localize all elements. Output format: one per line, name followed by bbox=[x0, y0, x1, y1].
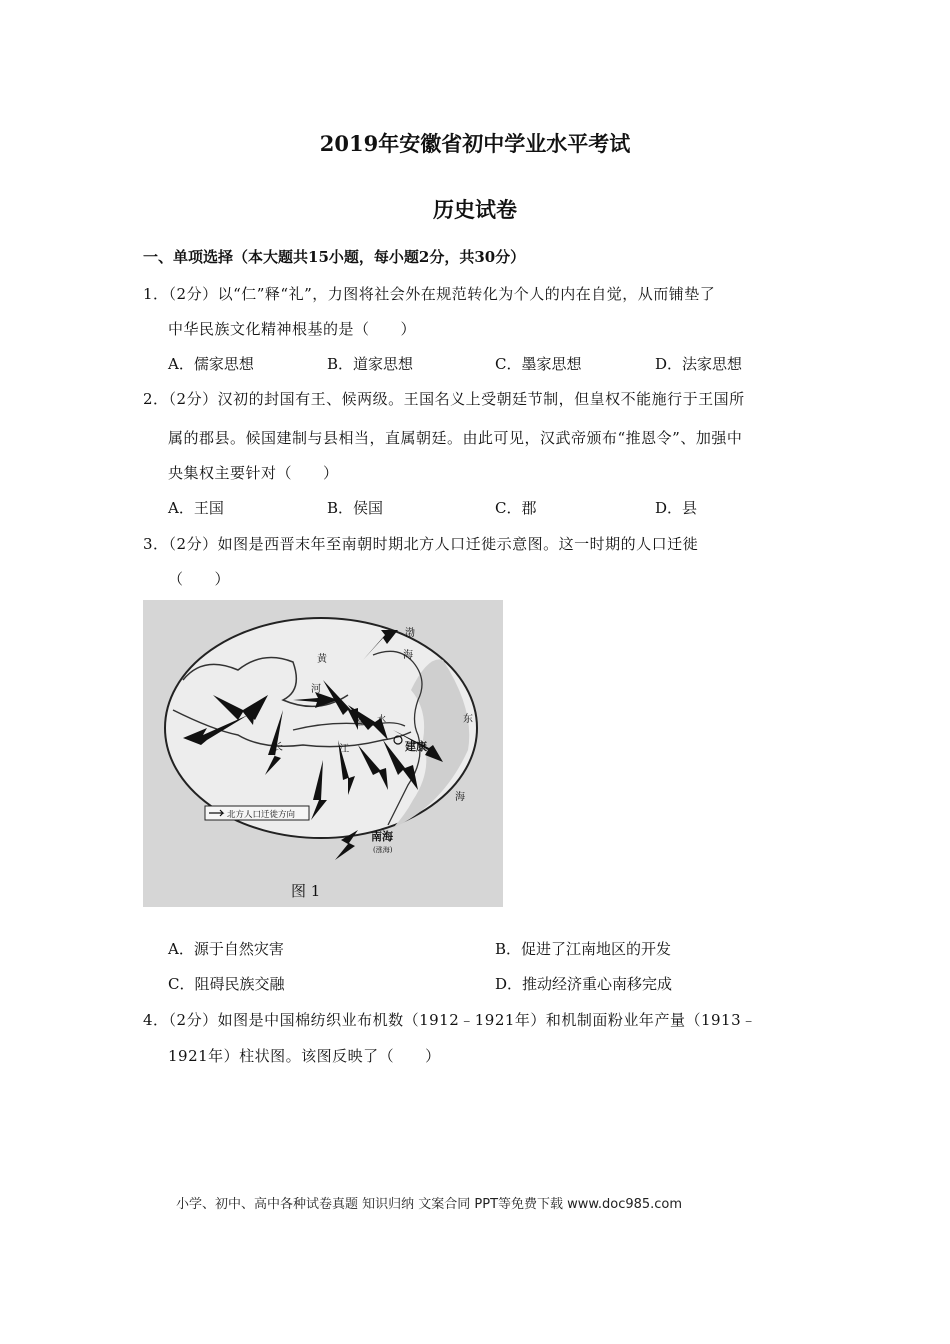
question-2-line-3: 央集权主要针对（ ） bbox=[168, 464, 339, 482]
label-chang: 长 bbox=[273, 742, 283, 753]
question-2-option-a: A．王国 bbox=[168, 499, 224, 517]
question-4-line-2: 1921年）柱状图。该图反映了（ ） bbox=[168, 1047, 441, 1065]
question-1-line-2: 中华民族文化精神根基的是（ ） bbox=[168, 320, 417, 338]
question-3-line-1: 3．（2分）如图是西晋末年至南朝时期北方人口迁徙示意图。这一时期的人口迁徙 bbox=[143, 535, 699, 553]
label-dong: 东 bbox=[463, 714, 473, 725]
question-1-option-b: B．道家思想 bbox=[327, 355, 414, 373]
migration-map-svg bbox=[143, 600, 503, 907]
question-2-option-d: D．县 bbox=[655, 499, 698, 517]
label-hai-bohai: 海 bbox=[403, 650, 413, 661]
label-huai: 淮 bbox=[355, 718, 365, 728]
page-footer: 小学、初中、高中各种试卷真题 知识归纳 文案合同 PPT等免费下载 www.doc985.com bbox=[176, 1197, 683, 1212]
question-2-option-b: B．侯国 bbox=[327, 499, 384, 517]
question-3-option-a: A．源于自然灾害 bbox=[168, 940, 284, 958]
label-shui: 水 bbox=[377, 715, 387, 725]
question-1-option-d: D．法家思想 bbox=[655, 355, 743, 373]
label-bo: 渤 bbox=[405, 628, 415, 639]
question-2-option-c: C．郡 bbox=[495, 499, 537, 517]
label-nanhai-sub: (涨海) bbox=[373, 846, 393, 854]
question-1-option-c: C．墨家思想 bbox=[495, 355, 582, 373]
question-2-line-2: 属的郡县。候国建制与县相当，直属朝廷。由此可见，汉武帝颁布“推恩令”、加强中 bbox=[168, 429, 743, 447]
question-1-line-1: 1．（2分）以“仁”释“礼”，力图将社会外在规范转化为个人的内在自觉，从而铺垫了 bbox=[143, 285, 716, 303]
question-4-line-1: 4．（2分）如图是中国棉纺织业布机数（1912﹣1921年）和机制面粉业年产量（1913﹣ bbox=[143, 1011, 757, 1029]
question-3-option-d: D．推动经济重心南移完成 bbox=[495, 975, 673, 993]
question-3-option-c: C．阻碍民族交融 bbox=[168, 975, 285, 993]
question-2-line-1: 2．（2分）汉初的封国有王、候两级。王国名义上受朝廷节制，但皇权不能施行于王国所 bbox=[143, 390, 745, 408]
question-3-line-2: （ ） bbox=[168, 570, 231, 588]
question-1-option-a: A．儒家思想 bbox=[168, 355, 254, 373]
question-3-option-b: B．促进了江南地区的开发 bbox=[495, 940, 672, 958]
label-jiankang: 建康 bbox=[405, 740, 427, 753]
migration-map-figure bbox=[143, 600, 503, 907]
label-hai-east: 海 bbox=[455, 792, 465, 803]
label-he: 河 bbox=[311, 684, 321, 695]
map-legend-text: 北方人口迁徙方向 bbox=[227, 810, 296, 820]
label-nanhai: 南海 bbox=[371, 830, 393, 843]
label-jiang: 江 bbox=[339, 744, 349, 755]
exam-title: 2019年安徽省初中学业水平考试 bbox=[319, 131, 631, 156]
exam-subtitle: 历史试卷 bbox=[433, 197, 517, 222]
label-huang: 黄 bbox=[317, 654, 327, 665]
section-heading: 一、单项选择（本大题共15小题，每小题2分，共30分） bbox=[143, 248, 526, 266]
figure-caption: 图 1 bbox=[291, 882, 321, 900]
